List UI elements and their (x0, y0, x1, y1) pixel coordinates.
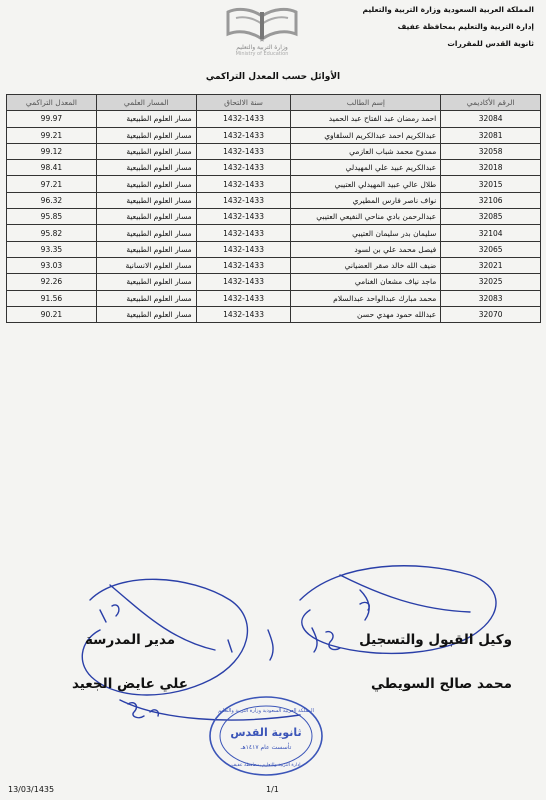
cell-academic-id: 32106 (441, 192, 541, 208)
page-number: 1/1 (266, 785, 279, 794)
cell-track: مسار العلوم الطبيعية (96, 274, 196, 290)
header-line-school: ثانوية القدس للمقررات (447, 39, 534, 48)
cell-gpa: 95.82 (7, 225, 97, 241)
cell-track: مسار العلوم الطبيعية (96, 241, 196, 257)
header-line-directorate: إدارة التربية والتعليم بمحافظة عفيف (397, 22, 534, 31)
cell-enrollment-year: 1432-1433 (196, 241, 291, 257)
cell-academic-id: 32021 (441, 257, 541, 273)
cell-gpa: 93.35 (7, 241, 97, 257)
stamp-seal-icon (207, 694, 325, 778)
cell-academic-id: 32084 (441, 111, 541, 127)
cell-academic-id: 32083 (441, 290, 541, 306)
column-header-enrollment-year: سنة الالتحاق (196, 95, 291, 111)
cell-track: مسار العلوم الطبيعية (96, 143, 196, 159)
admissions-officer-title: وكيل القبول والتسجيل (359, 632, 512, 648)
principal-title: مدير المدرسة (85, 632, 176, 648)
cell-academic-id: 32058 (441, 143, 541, 159)
cell-student-name: ممدوح محمد شباب العازمي (291, 143, 441, 159)
cell-track: مسار العلوم الطبيعية (96, 127, 196, 143)
logo-caption: وزارة التربية والتعليم (236, 44, 288, 51)
cell-track: مسار العلوم الانسانية (96, 257, 196, 273)
cell-enrollment-year: 1432-1433 (196, 143, 291, 159)
header-line-ministry: المملكة العربية السعودية وزارة التربية والتعليم (362, 5, 534, 14)
stamp-sub-text: تأسست عام ١٤١٧هـ (240, 744, 292, 751)
admissions-officer-name: محمد صالح السويطي (370, 676, 512, 692)
cell-enrollment-year: 1432-1433 (196, 274, 291, 290)
cell-gpa: 90.21 (7, 306, 97, 322)
cell-track: مسار العلوم الطبيعية (96, 225, 196, 241)
cell-student-name: سليمان بدر سليمان العتيبي (291, 225, 441, 241)
cell-track: مسار العلوم الطبيعية (96, 209, 196, 225)
cell-academic-id: 32025 (441, 274, 541, 290)
cell-gpa: 98.41 (7, 160, 97, 176)
cell-enrollment-year: 1432-1433 (196, 209, 291, 225)
cell-enrollment-year: 1432-1433 (196, 160, 291, 176)
cell-enrollment-year: 1432-1433 (196, 111, 291, 127)
cell-enrollment-year: 1432-1433 (196, 306, 291, 322)
column-header-gpa: المعدل التراكمي (7, 95, 97, 111)
cell-enrollment-year: 1432-1433 (196, 176, 291, 192)
cell-enrollment-year: 1432-1433 (196, 290, 291, 306)
cell-academic-id: 32085 (441, 209, 541, 225)
cell-student-name: نواف ناصر فارس المطيري (291, 192, 441, 208)
cell-student-name: فيصل محمد علي بن لسود (291, 241, 441, 257)
cell-track: مسار العلوم الطبيعية (96, 176, 196, 192)
cell-student-name: طلال عالي عبيد المهيدلي العتيبي (291, 176, 441, 192)
cell-track: مسار العلوم الطبيعية (96, 192, 196, 208)
print-date: 13/03/1435 (8, 785, 55, 794)
cell-academic-id: 32015 (441, 176, 541, 192)
cell-gpa: 91.56 (7, 290, 97, 306)
stamp-top-text: المملكة العربية السعودية وزارة التربية والتعليم (218, 708, 314, 714)
column-header-track: المسار العلمي (96, 95, 196, 111)
cell-gpa: 96.32 (7, 192, 97, 208)
cell-track: مسار العلوم الطبيعية (96, 306, 196, 322)
cell-gpa: 99.97 (7, 111, 97, 127)
cell-academic-id: 32065 (441, 241, 541, 257)
cell-student-name: عبدالله حمود مهدي حسن (291, 306, 441, 322)
cell-enrollment-year: 1432-1433 (196, 127, 291, 143)
cell-gpa: 97.21 (7, 176, 97, 192)
cell-student-name: عبدالرحمن بادي مناحي النفيعي العتيبي (291, 209, 441, 225)
page-title: الأوائل حسب المعدل التراكمي (205, 72, 341, 82)
cell-track: مسار العلوم الطبيعية (96, 111, 196, 127)
cell-enrollment-year: 1432-1433 (196, 192, 291, 208)
column-header-student-name: إسم الطالب (291, 95, 441, 111)
cell-student-name: محمد مبارك عبدالواحد عبدالسلام (291, 290, 441, 306)
cell-enrollment-year: 1432-1433 (196, 257, 291, 273)
cell-gpa: 92.26 (7, 274, 97, 290)
cell-academic-id: 32104 (441, 225, 541, 241)
cell-gpa: 99.12 (7, 143, 97, 159)
cell-student-name: عبدالكريم عبيد علي المهيدلي (291, 160, 441, 176)
cell-student-name: ضيف الله خالد صقر العضياني (291, 257, 441, 273)
cell-student-name: عبدالكريم احمد عبدالكريم السلقاوي (291, 127, 441, 143)
cell-academic-id: 32081 (441, 127, 541, 143)
stamp-bottom-text: إدارة التربية والتعليم بمحافظة عفيف (231, 763, 301, 768)
school-stamp (207, 694, 325, 778)
cell-academic-id: 32070 (441, 306, 541, 322)
cell-track: مسار العلوم الطبيعية (96, 290, 196, 306)
cell-enrollment-year: 1432-1433 (196, 225, 291, 241)
cell-student-name: ماجد نياف مشعان الغنامي (291, 274, 441, 290)
stamp-main-text: ثانوية القدس (230, 726, 302, 739)
cell-gpa: 95.85 (7, 209, 97, 225)
principal-name: علي عايض الجعيد (72, 676, 188, 692)
cell-gpa: 99.21 (7, 127, 97, 143)
cell-academic-id: 32018 (441, 160, 541, 176)
logo-subcaption: Ministry of Education (235, 51, 289, 57)
cell-track: مسار العلوم الطبيعية (96, 160, 196, 176)
column-header-academic-id: الرقم الأكاديمي (441, 95, 541, 111)
cell-student-name: احمد رمضان عبد الفتاح عبد الحميد (291, 111, 441, 127)
cell-gpa: 93.03 (7, 257, 97, 273)
